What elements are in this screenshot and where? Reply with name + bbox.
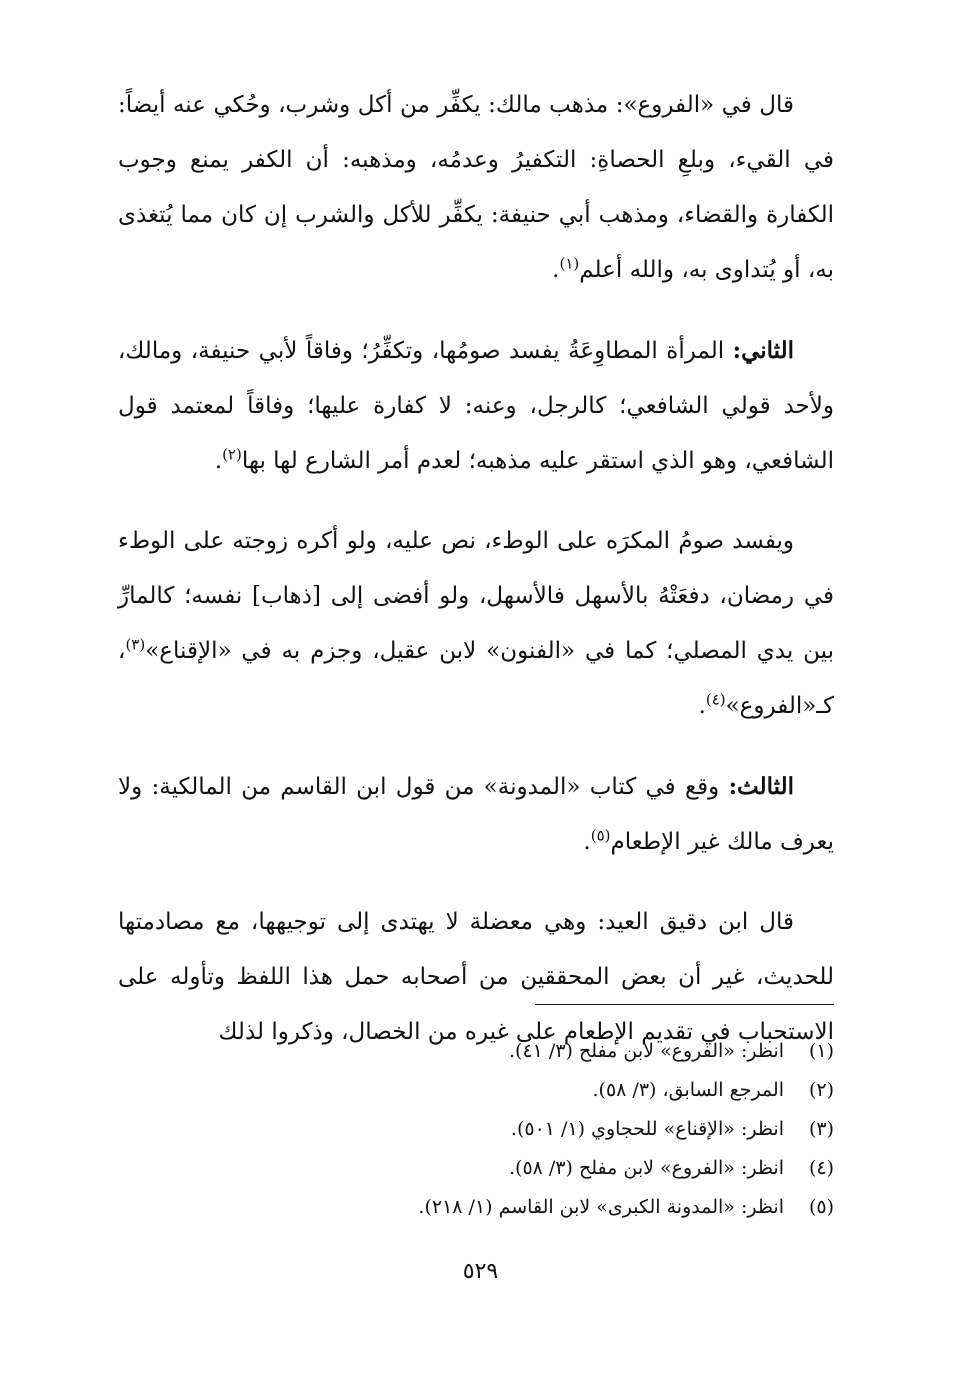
footnote-item [118,1032,834,1071]
paragraph-text: قال في «الفروع»: مذهب مالك: يكفِّر من أكل وشرب، وحُكي عنه أيضاً: في القيء، وبلعِ الحصاةِ: التكفيرُ وعدمُه، ومذهبه: أن الكفر يمنع وجوب الكفارة والقضاء، ومذهب أبي حنيفة: يكفِّر للأكل والشرب إن كان مما يُتغذى به، أو يُتداوى به، والله أعلم [118,92,834,283]
footnote-item [118,1149,834,1188]
footnote-ref[interactable]: (٤) [705,690,726,709]
paragraph-4 [118,759,834,870]
footnote-number: (٣) [808,1118,834,1140]
footnote-ref[interactable]: (٣) [125,635,146,654]
paragraph-text: المرأة المطاوِعَةُ يفسد صومُها، وتكفِّرُ؛ وفاقاً لأبي حنيفة، ومالك، ولأحد قولي الشافعي؛ كالرجل، وعنه: لا كفارة عليها؛ وفاقاً لمعتمد قول الشافعي، وهو الذي استقر عليه مذهبه؛ لعدم أمر الشارع لها بها [118,338,834,474]
paragraph-end: . [552,257,560,283]
paragraph-2 [118,323,834,489]
footnote-number: (١) [808,1040,834,1062]
footnote-ref[interactable]: (٢) [222,445,242,464]
paragraph-text: قال ابن دقيق العيد: وهي معضلة لا يهتدى إلى توجيهها، مع مصادمتها للحديث، غير أن بعض المحققين من أصحابه حمل هذا اللفظ وتأوله على الاستحباب في تقديم الإطعام على غيره من الخصال، وذكروا لذلك [118,909,834,1045]
footnote-item [118,1188,834,1227]
footnote-item [118,1071,834,1110]
footnote-number: (٥) [808,1196,834,1218]
footnote-ref[interactable]: (٥) [590,826,611,845]
footnotes [118,1032,834,1227]
footnote-text: المرجع السابق، (٣/ ٥٨). [592,1079,784,1101]
footnote-number: (٢) [808,1079,834,1101]
paragraph-text: وقع في كتاب «المدونة» من قول ابن القاسم من المالكية: ولا يعرف مالك غير الإطعام [118,774,834,855]
footnote-text: انظر: «الفروع» لابن مفلح (٣/ ٤١). [508,1040,784,1062]
footnote-text: انظر: «المدونة الكبرى» لابن القاسم (١/ ٢١٨). [418,1196,784,1218]
paragraph-text: ويفسد صومُ المكرَه على الوطء، نص عليه، ولو أكره زوجته على الوطء في رمضان، دفعَتْهُ بالأسهل فالأسهل، ولو أفضى إلى [ذهاب] نفسه؛ كالمارِّ بين يدي المصلي؛ كما في «الفنون» لابن عقيل، وجزم به في «الإقناع» [118,528,834,664]
footnote-number: (٤) [808,1157,834,1179]
footnote-item [118,1110,834,1149]
paragraph-end: . [214,448,223,474]
footnote-divider [535,1004,834,1005]
main-text [118,78,834,1085]
section-lead: الثالث: [728,773,794,800]
paragraph-1 [118,78,834,298]
paragraph-end: . [583,829,591,855]
paragraph-end: . [698,693,706,719]
paragraph-3 [118,514,834,734]
footnote-text: انظر: «الإقناع» للحجاوي (١/ ٥٠١). [510,1118,784,1140]
section-lead: الثاني: [732,337,794,364]
footnote-ref[interactable]: (١) [559,254,580,273]
footnote-text: انظر: «الفروع» لابن مفلح (٣/ ٥٨). [508,1157,784,1179]
page-number: ٥٢٩ [462,1259,499,1284]
paragraph-text-cont: ، كـ«الفروع» [118,638,834,719]
